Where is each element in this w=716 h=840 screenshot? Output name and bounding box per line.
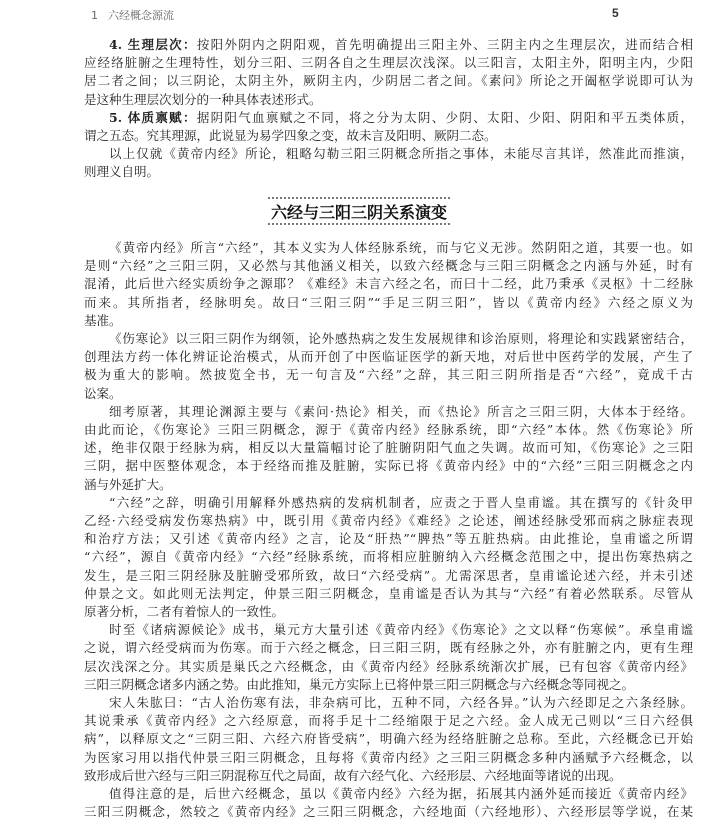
paragraph: [84, 109, 693, 145]
line-text: 为医家习用以指代仲景三阳三阴概念，且每将《黄帝内经》之三阳三阴概念多种内涵赋予六经概念，以: [84, 749, 693, 765]
line-text: 仲景之文。如此则无法判定，仲景三阳三阴概念，皇甫谧是否认为其与“六经”有着必然联系。尽管从: [84, 585, 693, 601]
text-line: [84, 127, 693, 145]
line-text: 《黄帝内经》所言“六经”，其本义实为人体经脉系统，而与它义无涉。然阴阳之道，其要一也。如: [109, 240, 693, 255]
line-text: 值得注意的是，后世六经概念，虽以《黄帝内经》六经为据，拓展其内涵外延而接近《黄帝内经》: [109, 786, 693, 802]
text-line: [84, 676, 693, 694]
section-title: 六经与三阳三阴关系演变: [270, 203, 447, 222]
text-line: [84, 457, 693, 475]
line-text: 混淆，此后世六经实质纷争之源耶？《难经》未言六经之名，而曰十二经，此乃秉承《灵枢》十二经脉: [84, 276, 693, 292]
line-text: “六经”之辞，明确引用解释外感热病的发病机制者，应责之于晋人皇甫谧。其在撰写的《针灸甲: [109, 494, 693, 510]
line-text: 宋人朱肱曰：“古人治伤寒有法，非杂病可比，五种不同，六经各异。”认为六经即足之六条经脉。: [109, 695, 693, 711]
running-head: [91, 7, 174, 23]
text-line: [84, 312, 693, 330]
text-line: [84, 72, 693, 90]
text-line: [84, 694, 693, 712]
text-line: [84, 567, 693, 585]
text-line: [84, 54, 693, 72]
line-text: 病”，以释原文之“三阴三阳、六经六府皆受病”，明确六经为经络脏腑之总称。至此，六经概念已开始: [84, 731, 693, 747]
text-line: [84, 145, 693, 163]
chapter-number: 1: [91, 9, 98, 22]
paragraph-lead: 5. 体质禀赋：: [109, 109, 197, 125]
text-line: [84, 749, 693, 767]
text-line: [84, 239, 693, 257]
paragraph: [84, 330, 693, 403]
line-text: 乙经·六经受病发伤寒热病》中，既引用《黄帝内经》《难经》之论述，阐述经脉受邪而病之脉症表现: [84, 513, 693, 529]
paragraph: [84, 36, 693, 109]
line-text: 三阳三阴概念诸多内涵之势。由此推知，巢元方实际上已将仲景三阳三阴概念与六经概念等同视之。: [84, 676, 635, 692]
line-text: 按阳外阴内之阴阳观，首先明确提出三阳主外、三阴主内之生理层次，进而结合相: [196, 37, 693, 52]
page-number: 5: [612, 6, 619, 20]
text-line: [84, 585, 693, 603]
text-line: [84, 294, 693, 312]
paragraph: [84, 494, 693, 621]
line-text: 是这种生理层次划分的一种具体表述形式。: [84, 91, 322, 107]
paragraph: [84, 621, 693, 694]
text-line: [84, 91, 693, 109]
paragraph: [84, 694, 693, 785]
paragraph: [84, 785, 693, 821]
line-text: 讼案。: [84, 385, 122, 401]
line-text: 三阳三阴概念，然较之《黄帝内经》之三阳三阴概念，六经地面（六经地形）、六经形层等学说，在某: [84, 804, 693, 820]
line-text: 居二者之间；以三阴论，太阴主外，厥阴主内，少阴居二者之间。《素问》所论之开阖枢学说即可认为: [84, 73, 693, 89]
line-text: 据阴阳气血禀赋之不同，将之分为太阴、少阴、太阳、少阳、阴阳和平五类体质，: [196, 109, 693, 125]
text-line: [84, 421, 693, 439]
text-line: [84, 439, 693, 457]
text-line: [84, 403, 693, 421]
line-text: 创理法方药一体化辨证论治模式，从而开创了中医临证医学的新天地，对后世中医药学的发展，产生了: [84, 349, 693, 365]
line-text: 而来。其所指者，经脉明矣。故曰“三阳三阴”“手足三阴三阳”，皆以《黄帝内经》六经之原义为: [84, 294, 693, 310]
text-line: [84, 621, 693, 639]
text-line: [84, 785, 693, 803]
line-text: 层次浅深之分。其实质是巢氏之六经概念，由《黄帝内经》经脉系统渐次扩展，已有包容《黄帝内经》: [84, 658, 693, 674]
line-text: 时至《诸病源候论》成书，巢元方大量引述《黄帝内经》《伤寒论》之文以释“伤寒候”。承皇甫谧: [109, 622, 693, 638]
line-text: 涵与外延扩大。: [84, 476, 172, 492]
line-text: 致形成后世六经与三阳三阴混称互代之局面，故有六经气化、六经形层、六经地面等诸说的出现。: [84, 767, 622, 783]
text-line: [84, 803, 693, 821]
text-line: [84, 512, 693, 530]
line-text: “六经”，源自《黄帝内经》“六经”经脉系统，而将相应脏腑纳入六经概念范围之中，提出伤寒热病之: [84, 549, 693, 565]
line-text: 原著分析，二者有着惊人的一致性。: [84, 604, 285, 620]
text-line: [84, 494, 693, 512]
line-text: 由此而论，《伤寒论》三阳三阴概念，源于《黄帝内经》经脉系统，即“六经”本体。然《伤寒论》所: [84, 422, 693, 438]
text-line: [84, 348, 693, 366]
section-heading: [268, 197, 450, 225]
paragraph-lead: 4. 生理层次：: [109, 37, 197, 52]
line-text: 极为重大的影响。然披览全书，无一句言及“六经”之辞，其三阳三阴所指是否“六经”，竟成千古: [84, 367, 693, 383]
top-text-block: [84, 36, 693, 182]
heading-bottom-rule: [268, 223, 450, 228]
text-line: [84, 548, 693, 566]
text-line: [84, 385, 693, 403]
line-text: 是则“六经”之三阳三阴，又必然与其他涵义相关，以致六经概念与三阳三阴概念之内涵与外延，时有: [84, 258, 693, 274]
paragraph: [84, 239, 693, 330]
text-line: [84, 330, 693, 348]
line-text: 三阴，据中医整体观念，本于经络而推及脏腑，实际已将《黄帝内经》中的“六经”三阳三阴概念之内: [84, 458, 693, 474]
line-text: 以上仅就《黄帝内经》所论，粗略勾勒三阳三阴概念所指之事体，未能尽言其详，然准此而推演，: [109, 146, 693, 162]
text-line: [84, 476, 693, 494]
text-line: [84, 530, 693, 548]
line-text: 应经络脏腑之生理特性，划分三阳、三阴各自之生理层次浅深。以三阳言，太阳主外，阳明主内，少阳: [84, 55, 693, 71]
text-line: [84, 712, 693, 730]
line-text: 发生，是三阳三阴经脉及脏腑受邪所致，故曰“六经受病”。尤需深思者，皇甫谧论述六经，并未引述: [84, 567, 693, 583]
text-line: [84, 639, 693, 657]
line-text: 《伤寒论》以三阳三阴作为纲领，论外感热病之发生发展规律和诊治原则，将理论和实践紧密结合，: [109, 331, 693, 347]
text-line: [84, 730, 693, 748]
text-line: [84, 603, 693, 621]
line-text: 其说秉承《黄帝内经》之六经原意，而将手足十二经缩限于足之六经。金人成无己则以“三日六经俱: [84, 713, 693, 729]
text-line: [84, 366, 693, 384]
line-text: 谓之五态。究其理源，此说显为易学四象之变，故未言及阳明、厥阴二态。: [84, 128, 497, 144]
text-line: [84, 658, 693, 676]
body-text-block: [84, 239, 693, 822]
text-line: [84, 767, 693, 785]
text-line: [84, 36, 693, 54]
line-text: 基准。: [84, 312, 122, 328]
line-text: 细考原著，其理论渊源主要与《素问·热论》相关，而《热论》所言之三阳三阴，大体本于经络。: [109, 403, 693, 419]
text-line: [84, 109, 693, 127]
line-text: 之说，谓六经受病而为伤寒。而于六经之概念，曰三阳三阴，既有经脉之外，亦有脏腑之内，更有生理: [84, 640, 693, 656]
line-text: 述，绝非仅限于经脉为病，相反以大量篇幅讨论了脏腑阴阳气血之失调。故而可知，《伤寒论》之三阳: [84, 440, 693, 456]
paragraph: [84, 403, 693, 494]
text-line: [84, 163, 693, 181]
paragraph: [84, 145, 693, 181]
text-line: [84, 257, 693, 275]
text-line: [84, 275, 693, 293]
line-text: 则理义自明。: [84, 164, 160, 180]
chapter-title: 六经概念源流: [108, 9, 174, 22]
line-text: 和治疗方法；又引述《黄帝内经》之言，论及“肝热”“脾热”等五脏热病。由此推论，皇甫谧之所谓: [84, 531, 693, 547]
